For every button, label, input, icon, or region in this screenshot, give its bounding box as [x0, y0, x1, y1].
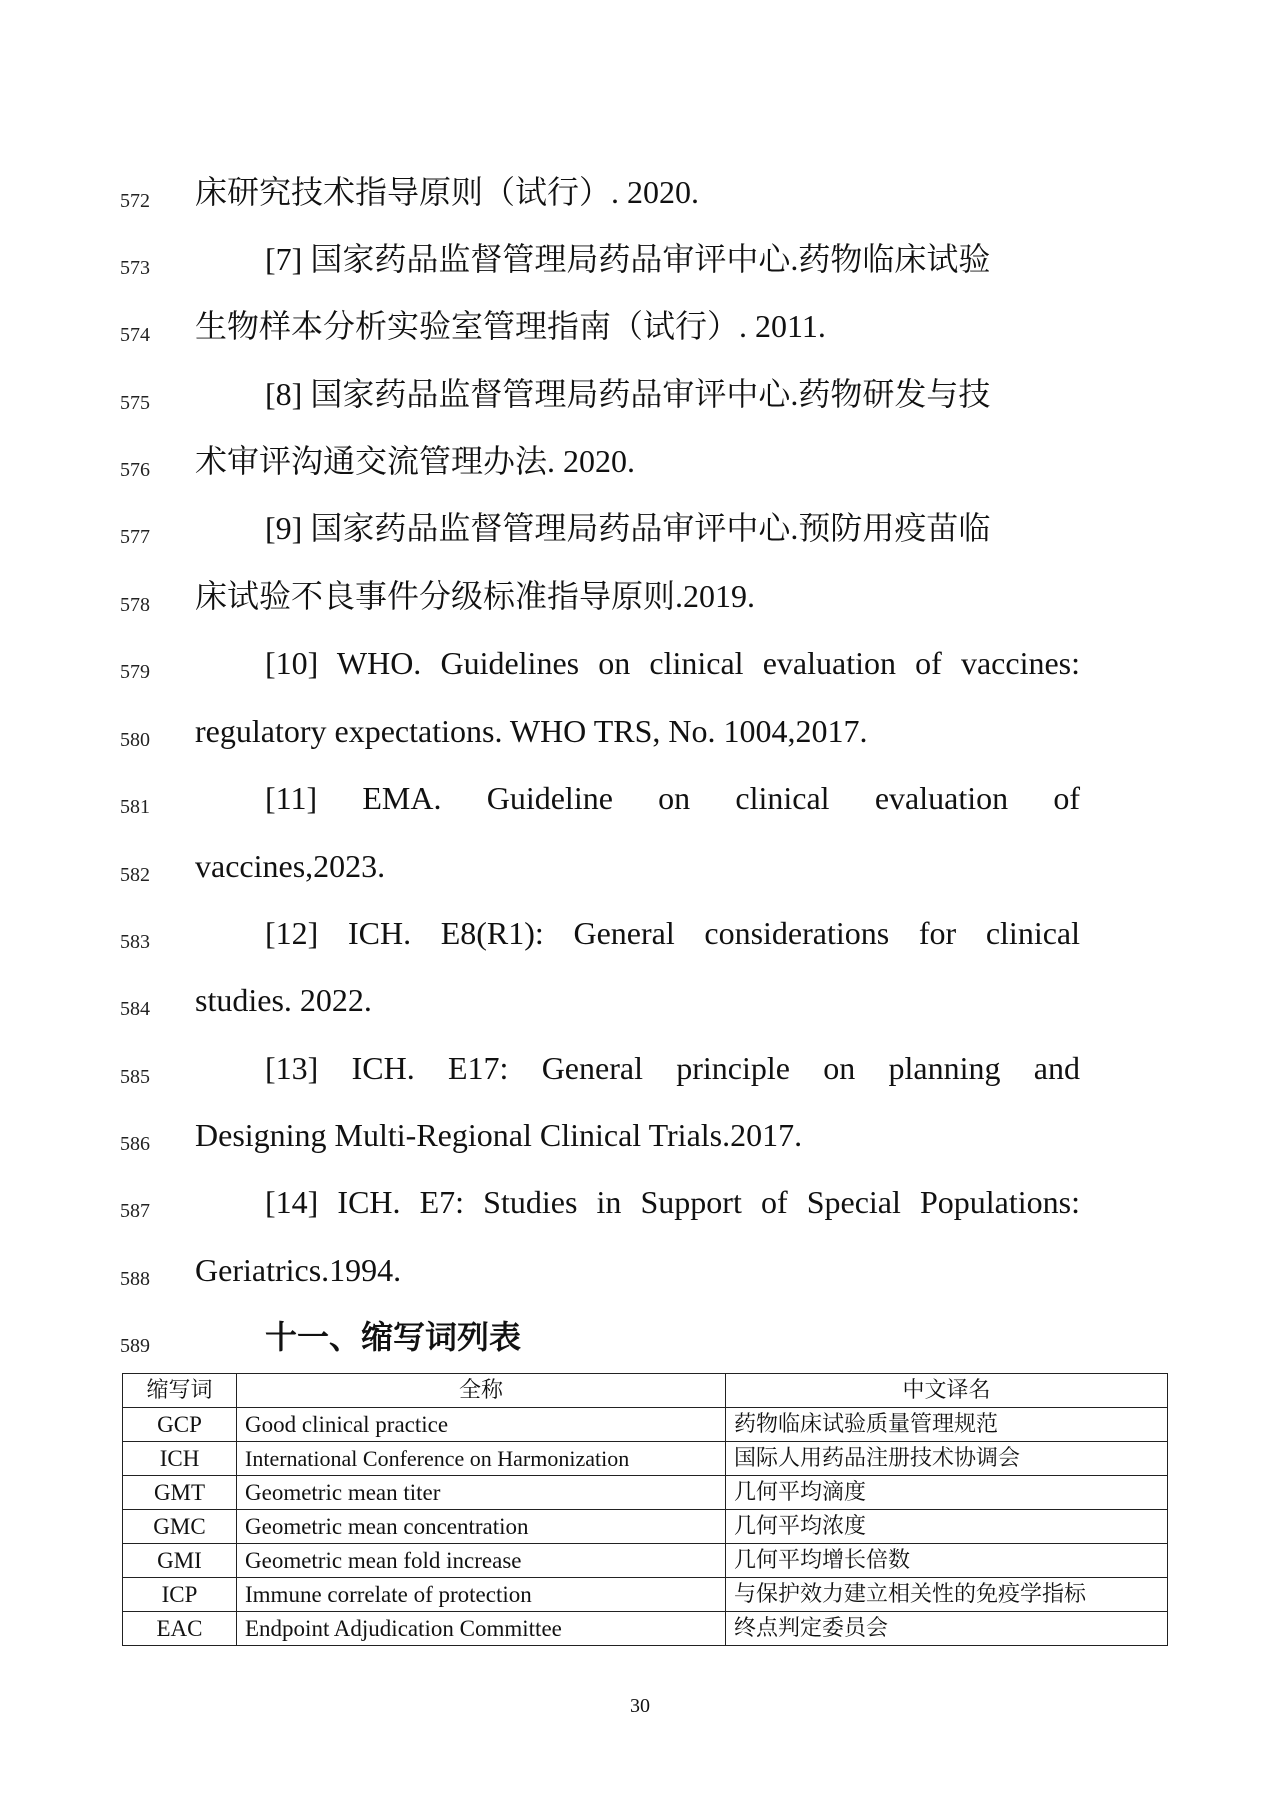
header-full-name: 全称	[237, 1374, 726, 1408]
line-text: 术审评沟通交流管理办法. 2020.	[195, 443, 636, 479]
line-583	[0, 913, 1280, 973]
line-number: 587	[120, 1200, 150, 1222]
chinese-cell: 几何平均浓度	[726, 1510, 1168, 1544]
abbr-cell: ICP	[123, 1578, 237, 1612]
table-row	[123, 1510, 1168, 1544]
line-text: Geriatrics.1994.	[195, 1252, 402, 1288]
fullname-cell: Endpoint Adjudication Committee	[237, 1612, 726, 1646]
line-number: 580	[120, 729, 150, 751]
line-number: 579	[120, 661, 150, 683]
table-header-row	[123, 1374, 1168, 1408]
line-579	[0, 643, 1280, 703]
table-row	[123, 1612, 1168, 1646]
section-heading: 十一、缩写词列表	[265, 1318, 522, 1356]
fullname-cell: Geometric mean titer	[237, 1476, 726, 1510]
line-text: vaccines,2023.	[195, 848, 386, 884]
line-572	[0, 172, 1280, 232]
page-number: 30	[630, 1695, 650, 1717]
header-chinese-name: 中文译名	[726, 1374, 1168, 1408]
line-text: studies. 2022.	[195, 982, 372, 1018]
table-row	[123, 1408, 1168, 1442]
line-number: 584	[120, 998, 150, 1020]
abbr-cell: GMT	[123, 1476, 237, 1510]
fullname-cell: Immune correlate of protection	[237, 1578, 726, 1612]
line-582	[0, 846, 1280, 906]
line-text: [14] ICH. E7: Studies in Support of Special Populations:	[265, 1184, 1080, 1220]
table-row	[123, 1544, 1168, 1578]
line-number: 586	[120, 1133, 150, 1155]
line-number: 589	[120, 1335, 150, 1357]
line-text: [7] 国家药品监督管理局药品审评中心.药物临床试验	[265, 241, 991, 277]
line-580	[0, 711, 1280, 771]
header-abbreviation: 缩写词	[123, 1374, 237, 1408]
line-text: [13] ICH. E17: General principle on planning and	[265, 1050, 1080, 1086]
line-587	[0, 1182, 1280, 1242]
line-text: [10] WHO. Guidelines on clinical evaluation of vaccines:	[265, 645, 1080, 681]
abbr-cell: EAC	[123, 1612, 237, 1646]
line-577	[0, 508, 1280, 568]
line-584	[0, 980, 1280, 1040]
line-text: regulatory expectations. WHO TRS, No. 1004,2017.	[195, 713, 868, 749]
line-text: [11] EMA. Guideline on clinical evaluation of	[265, 780, 1080, 816]
line-number: 572	[120, 190, 150, 212]
line-number: 573	[120, 257, 150, 279]
line-585	[0, 1048, 1280, 1108]
line-number: 581	[120, 796, 150, 818]
chinese-cell: 与保护效力建立相关性的免疫学指标	[726, 1578, 1168, 1612]
line-number: 574	[120, 324, 150, 346]
table-row	[123, 1476, 1168, 1510]
fullname-cell: Geometric mean concentration	[237, 1510, 726, 1544]
line-575	[0, 374, 1280, 434]
abbr-cell: ICH	[123, 1442, 237, 1476]
abbr-cell: GCP	[123, 1408, 237, 1442]
line-573	[0, 239, 1280, 299]
line-number: 578	[120, 594, 150, 616]
line-number: 585	[120, 1066, 150, 1088]
line-text: 生物样本分析实验室管理指南（试行）. 2011.	[195, 308, 826, 344]
fullname-cell: Geometric mean fold increase	[237, 1544, 726, 1578]
line-574	[0, 306, 1280, 366]
chinese-cell: 几何平均滴度	[726, 1476, 1168, 1510]
fullname-cell: Good clinical practice	[237, 1408, 726, 1442]
line-576	[0, 441, 1280, 501]
line-589	[0, 1317, 1280, 1377]
table-row	[123, 1578, 1168, 1612]
line-588	[0, 1250, 1280, 1310]
line-number: 582	[120, 864, 150, 886]
line-586	[0, 1115, 1280, 1175]
fullname-cell: International Conference on Harmonization	[237, 1442, 726, 1476]
chinese-cell: 药物临床试验质量管理规范	[726, 1408, 1168, 1442]
line-number: 577	[120, 526, 150, 548]
line-581	[0, 778, 1280, 838]
line-text: [12] ICH. E8(R1): General considerations for clinical	[265, 915, 1080, 951]
abbr-cell: GMI	[123, 1544, 237, 1578]
line-text: [9] 国家药品监督管理局药品审评中心.预防用疫苗临	[265, 510, 991, 546]
line-text: [8] 国家药品监督管理局药品审评中心.药物研发与技	[265, 376, 991, 412]
chinese-cell: 国际人用药品注册技术协调会	[726, 1442, 1168, 1476]
line-number: 588	[120, 1268, 150, 1290]
chinese-cell: 几何平均增长倍数	[726, 1544, 1168, 1578]
line-number: 583	[120, 931, 150, 953]
line-578	[0, 576, 1280, 636]
chinese-cell: 终点判定委员会	[726, 1612, 1168, 1646]
line-text: Designing Multi-Regional Clinical Trials.2017.	[195, 1117, 803, 1153]
abbr-cell: GMC	[123, 1510, 237, 1544]
line-text: 床研究技术指导原则（试行）. 2020.	[195, 174, 700, 210]
abbreviation-table	[122, 1373, 1168, 1646]
table-row	[123, 1442, 1168, 1476]
line-number: 576	[120, 459, 150, 481]
line-text: 床试验不良事件分级标准指导原则.2019.	[195, 578, 756, 614]
line-number: 575	[120, 392, 150, 414]
